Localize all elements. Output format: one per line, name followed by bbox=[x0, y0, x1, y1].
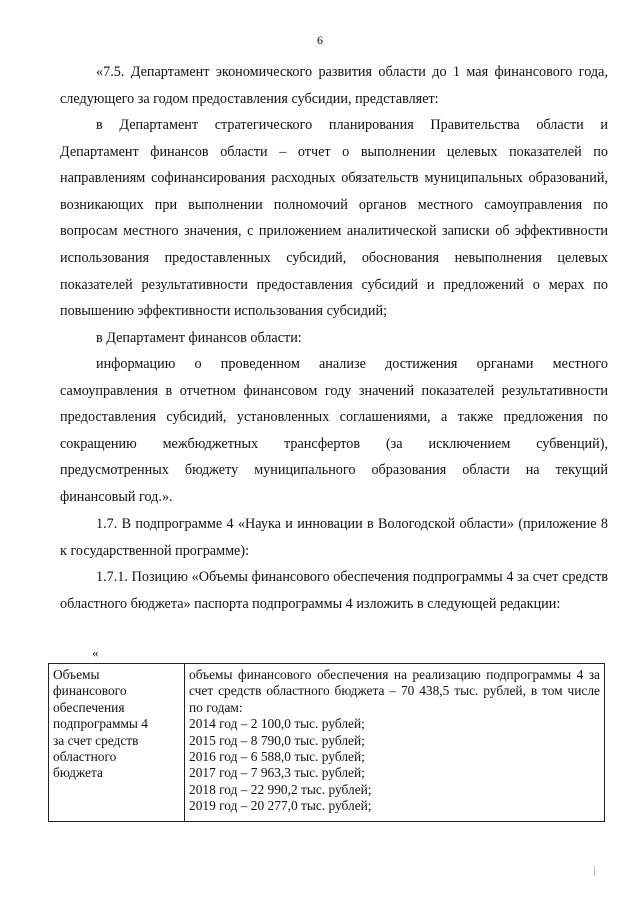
paragraph-dept-finance: в Департамент финансов области: bbox=[96, 330, 302, 346]
table-value-cell bbox=[185, 664, 605, 822]
paragraph-dept-strategic: в Департамент стратегического планирования Правительства области и Департамент финансов области – отчет о выполнении целевых показателей по направлениям софинансирования расходных обязательств муниципальных образований, возникающих при выполнении полномочий органов местного самоуправления по вопросам местного значения, с приложением аналитической записки об эффективности использования предоставленных субсидий, обоснования невыполнения целевых показателей результативности предоставления субсидий и предложений о мерах по повышению эффективности использования субсидий; bbox=[60, 117, 608, 320]
label-line: подпрограммы 4 bbox=[53, 716, 148, 732]
funding-total-text: объемы финансового обеспечения на реализацию подпрограммы 4 за счет средств областного бюджета – 70 438,5 тыс. рублей, в том числе по годам: bbox=[189, 667, 600, 715]
table-label-cell bbox=[49, 664, 185, 822]
scan-artifact bbox=[594, 866, 595, 876]
paragraph-7-5: «7.5. Департамент экономического развития области до 1 мая финансового года, следующего за годом предоставления субсидии, представляет: bbox=[60, 64, 608, 107]
label-line: Объемы bbox=[53, 667, 100, 682]
table-row bbox=[49, 664, 605, 822]
funding-year-line: 2016 год – 6 588,0 тыс. рублей; bbox=[189, 749, 365, 765]
funding-year-line: 2014 год – 2 100,0 тыс. рублей; bbox=[189, 716, 365, 732]
paragraph-info: информацию о проведенном анализе достижения органами местного самоуправления в отчетном финансовом году значений показателей результативности предоставления субсидий, установленных соглашениями, а также предложения по сокращению межбюджетных трансфертов (за исключением субвенций), предусмотренных бюджету муниципального образования области на текущий финансовый год.». bbox=[60, 356, 608, 505]
label-line: бюджета bbox=[53, 765, 103, 781]
opening-quote-mark: « bbox=[92, 645, 99, 660]
funding-year-line: 2015 год – 8 790,0 тыс. рублей; bbox=[189, 732, 365, 748]
label-line: финансового bbox=[53, 683, 127, 699]
label-line: обеспечения bbox=[53, 699, 125, 715]
funding-year-line: 2019 год – 20 277,0 тыс. рублей; bbox=[189, 798, 372, 814]
label-line: областного bbox=[53, 749, 117, 765]
label-line: за счет средств bbox=[53, 732, 139, 748]
funding-year-line: 2017 год – 7 963,3 тыс. рублей; bbox=[189, 765, 365, 781]
paragraph-1-7: 1.7. В подпрограмме 4 «Наука и инновации в Вологодской области» (приложение 8 к государственной программе): bbox=[60, 516, 608, 559]
passport-table bbox=[48, 663, 605, 822]
funding-year-line: 2018 год – 22 990,2 тыс. рублей; bbox=[189, 781, 372, 797]
page-number: 6 bbox=[317, 33, 323, 47]
paragraph-1-7-1: 1.7.1. Позицию «Объемы финансового обеспечения подпрограммы 4 за счет средств областного бюджета» паспорта подпрограммы 4 изложить в следующей редакции: bbox=[60, 569, 608, 612]
